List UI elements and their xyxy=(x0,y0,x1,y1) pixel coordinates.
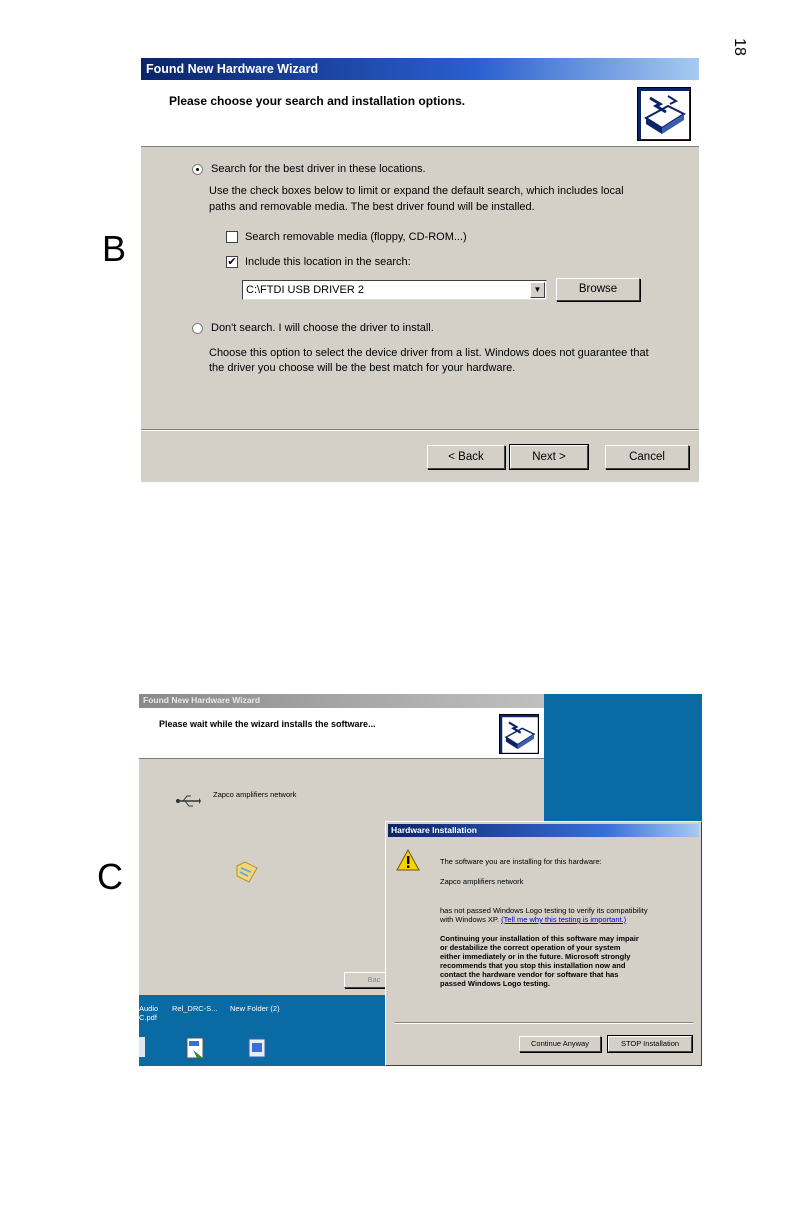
dialog-line1: The software you are installing for this hardware: xyxy=(440,857,602,866)
page-number: 18 xyxy=(730,38,748,56)
usb-icon xyxy=(175,794,201,808)
desktop-label-audio[interactable]: Audio xyxy=(139,1004,159,1013)
desktop-file-icon-left[interactable] xyxy=(139,1037,145,1057)
dont-search-description-line1: Choose this option to select the device driver from a list. Windows does not guarantee that xyxy=(209,347,649,359)
dont-search-label: Don't search. I will choose the driver to install. xyxy=(211,322,434,334)
installing-animation-icon xyxy=(235,858,259,884)
wizard-window-b xyxy=(141,58,699,482)
back-button[interactable]: < Back xyxy=(427,445,505,469)
cancel-button[interactable]: Cancel xyxy=(605,445,689,469)
desktop-label-rel-drc[interactable]: Rel_DRC-S... xyxy=(172,1004,218,1013)
dialog-warning2: or destabilize the correct operation of your system xyxy=(440,943,621,952)
window-title: Found New Hardware Wizard xyxy=(146,62,319,76)
hardware-installation-dialog xyxy=(385,821,702,1066)
search-best-driver-radio[interactable] xyxy=(192,164,203,175)
folder-file-icon[interactable] xyxy=(247,1037,267,1059)
label-b: B xyxy=(102,228,127,269)
dont-search-radio[interactable] xyxy=(192,323,203,334)
wizard-window-c xyxy=(139,694,702,1066)
dialog-title: Hardware Installation xyxy=(391,825,477,835)
browse-button[interactable]: Browse xyxy=(556,278,640,301)
dialog-line2b-wrap xyxy=(440,915,626,924)
wizard-heading-c: Please wait while the wizard installs the software... xyxy=(159,719,376,729)
dont-search-description-line2: the driver you choose will be the best match for your hardware. xyxy=(209,362,516,374)
dialog-warning5: contact the hardware vendor for software that has xyxy=(440,970,619,979)
window-title-c: Found New Hardware Wizard xyxy=(143,695,261,705)
removable-media-checkbox[interactable] xyxy=(226,231,238,243)
wizard-heading: Please choose your search and installation options. xyxy=(169,94,466,108)
dialog-warning3: either immediately or in the future. Microsoft strongly xyxy=(440,952,631,961)
desktop-label-pdf[interactable]: C.pdf xyxy=(139,1013,157,1022)
wizard-header xyxy=(141,80,699,147)
wizard-header-c xyxy=(139,708,544,759)
label-c: C xyxy=(97,856,123,897)
search-description-line2: paths and removable media. The best driver found will be installed. xyxy=(209,201,535,213)
footer-divider xyxy=(141,429,699,431)
include-location-checkbox[interactable]: ✔ xyxy=(227,256,237,268)
pdf-file-icon[interactable] xyxy=(185,1036,207,1060)
stop-installation-button[interactable]: STOP Installation xyxy=(608,1036,692,1052)
title-bar[interactable] xyxy=(141,58,699,80)
location-value: C:\FTDI USB DRIVER 2 xyxy=(246,284,364,296)
removable-media-label: Search removable media (floppy, CD-ROM...) xyxy=(245,231,467,243)
dialog-divider xyxy=(395,1022,693,1024)
warning-icon xyxy=(396,849,420,871)
title-bar-inactive[interactable] xyxy=(139,694,544,708)
dialog-warning4: recommends that you stop this installation now and xyxy=(440,961,626,970)
hardware-wizard-icon-c xyxy=(499,714,539,754)
dialog-title-bar[interactable] xyxy=(388,824,699,837)
back-button-disabled[interactable]: Bac xyxy=(344,972,404,988)
desktop-area xyxy=(139,995,389,1066)
dialog-line2b: with Windows XP. xyxy=(440,915,502,924)
next-button[interactable]: Next > xyxy=(510,445,588,469)
search-best-driver-label: Search for the best driver in these locations. xyxy=(211,163,426,175)
device-name: Zapco amplifiers network xyxy=(213,790,297,799)
dialog-device: Zapco amplifiers network xyxy=(440,877,524,886)
continue-anyway-button[interactable]: Continue Anyway xyxy=(519,1036,601,1052)
dialog-warning6: passed Windows Logo testing. xyxy=(440,979,550,988)
location-combobox[interactable] xyxy=(242,280,547,300)
dialog-warning1: Continuing your installation of this software may impair xyxy=(440,934,639,943)
dropdown-arrow-icon[interactable]: ▼ xyxy=(530,282,545,298)
hardware-wizard-icon xyxy=(637,87,691,141)
why-testing-link[interactable]: (Tell me why this testing is important.) xyxy=(501,915,627,924)
search-description-line1: Use the check boxes below to limit or expand the default search, which includes local xyxy=(209,185,624,197)
include-location-label: Include this location in the search: xyxy=(245,256,411,268)
desktop-label-new-folder[interactable]: New Folder (2) xyxy=(230,1004,280,1013)
dialog-line2a: has not passed Windows Logo testing to verify its compatibility xyxy=(440,906,648,915)
